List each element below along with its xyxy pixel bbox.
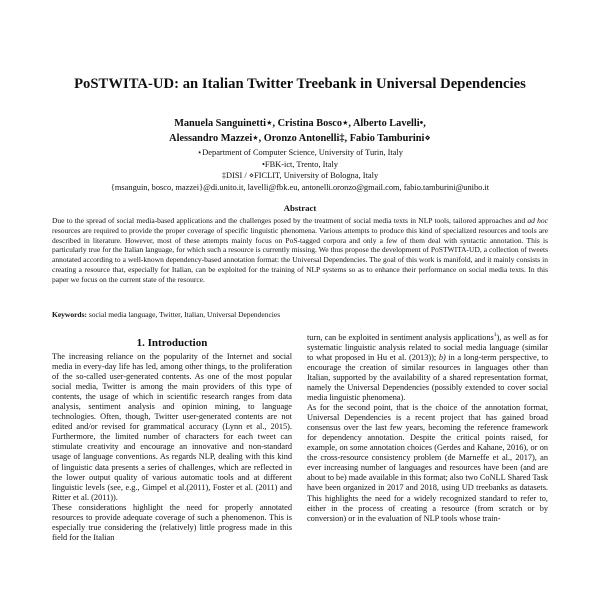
- affiliations: [0, 147, 600, 193]
- authors-line-1: Manuela Sanguinetti⋆, Cristina Bosco⋆, Alberto Lavelli•,: [174, 118, 426, 129]
- keywords: [52, 310, 548, 319]
- paper-title: PoSTWITA-UD: an Italian Twitter Treebank in Universal Dependencies: [74, 76, 526, 92]
- left-column: [52, 352, 292, 543]
- affiliation-turin: ⋆Department of Computer Science, University of Turin, Italy: [197, 148, 403, 157]
- author-emails: {msanguin, bosco, mazzei}@di.unito.it, lavelli@fbk.eu, antonelli.oronzo@gmail.com, fabio.tamburini@unibo.it: [110, 182, 490, 192]
- intro-paragraph-1: The increasing reliance on the popularity of the Internet and social media in every-day life has led, among other things, to the proliferation of the so-called user-generated contents. As one of the most popular social media, Twitter is among the main providers of this type of contents, the usage of which in scientific research ranges from data analysis, sentiment analysis and opinion mining, to language technologies. Often, though, Twitter user-generated contents are not edited and/or revised for grammatical accuracy (Lynn et al., 2015). Furthermore, the limited number of characters for each tweet can stimulate creativity and encourage an innovative and non-standard usage of language conventions. As regards NLP, dealing with this kind of linguistic data presents a series of challenges, which are reflected in the lower output quality of various automatic tools and at different linguistic levels (see, e.g., Gimpel et al.(2011), Foster et al. (2011) and Ritter et al. (2011)).: [52, 352, 292, 502]
- keywords-label: Keywords:: [52, 310, 87, 319]
- abstract-text-part-2: resources are required to provide the proper coverage of specific linguistic phenomena. Various attempts to produce this kind of specialized resources and tools are described in literature. However, most of these attempts mainly focus on PoS-tagged corpora and only a few of them deal with syntactic annotation. This is particularly true for the Italian language, for which such a resource is currently missing. We thus propose the development of PoSTWITA-UD, a collection of tweets annotated according to a well-known dependency-based annotation format: the Universal Dependencies. The goal of this work is manifold, and it mainly consists in creating a resource that, especially for Italian, can be exploited for the training of NLP systems so as to enhance their performance on social media texts. In this paper we focus on the current state of the resource.: [52, 225, 548, 284]
- abstract-text: [52, 216, 548, 285]
- abstract-text-italic: ad hoc: [527, 216, 548, 225]
- authors-line-2: Alessandro Mazzei⋆, Oronzo Antonelli‡, Fabio Tamburini⋄: [169, 132, 431, 144]
- paragraph-3-list-marker: b): [438, 352, 446, 362]
- keywords-list: social media language, Twitter, Italian, Universal Dependencies: [87, 310, 281, 319]
- affiliation-bologna: ‡DISI / ⋄FICLIT, University of Bologna, Italy: [221, 171, 379, 181]
- intro-paragraph-4: As for the second point, that is the choice of the annotation format, Universal Dependencies is a recent project that has gained broad consensus over the last few years, becoming the reference framework for dependency annotation. Despite the critical points raised, for example, on some annotation choices (Gerdes and Kahane, 2016), or on the cross-resource consistency problem (de Marneffe et al., 2017), an ever increasing number of languages and resources have been (and are about to be) made available in this format; also two CoNLL Shared Task have been organized in 2017 and 2018, using UD treebanks as datasets. This highlights the need for a widely recognized standard to refer to, either in the process of creating a resource (from scratch or by conversion) or in the evaluation of NLP tools whose train-: [307, 403, 548, 523]
- author-list: [0, 117, 600, 146]
- section-heading-introduction: 1. Introduction: [136, 337, 208, 349]
- paragraph-3-part-b: ), as well as for systematic linguistic analysis related to social media language (similar to what proposed in Hu et al. (2013));: [307, 332, 549, 362]
- right-column: [307, 330, 548, 524]
- footnote-marker: 1: [493, 332, 497, 338]
- paragraph-3-part-a: turn, can be exploited in sentiment analysis applications: [307, 332, 494, 342]
- affiliation-fbk: •FBK-ict, Trento, Italy: [262, 159, 338, 169]
- abstract-heading: Abstract: [283, 203, 317, 213]
- paragraph-3-part-c: in a long-term perspective, to encourage the creation of similar resources in languages other than Italian, supported by the availability of a shared representation format, namely the Universal Dependencies (possibly extended to cover social media linguistic phenomena).: [307, 352, 548, 403]
- intro-paragraph-2: These considerations highlight the need for properly annotated resources to provide adequate coverage of such a phenomenon. This is especially true considering the (relatively) little progress made in this field for the Italian: [52, 502, 292, 542]
- intro-paragraph-3: [307, 330, 548, 403]
- abstract-text-part-1: Due to the spread of social media-based applications and the challenges posed by the treatment of social media texts in NLP tools, tailored approaches and: [52, 216, 528, 225]
